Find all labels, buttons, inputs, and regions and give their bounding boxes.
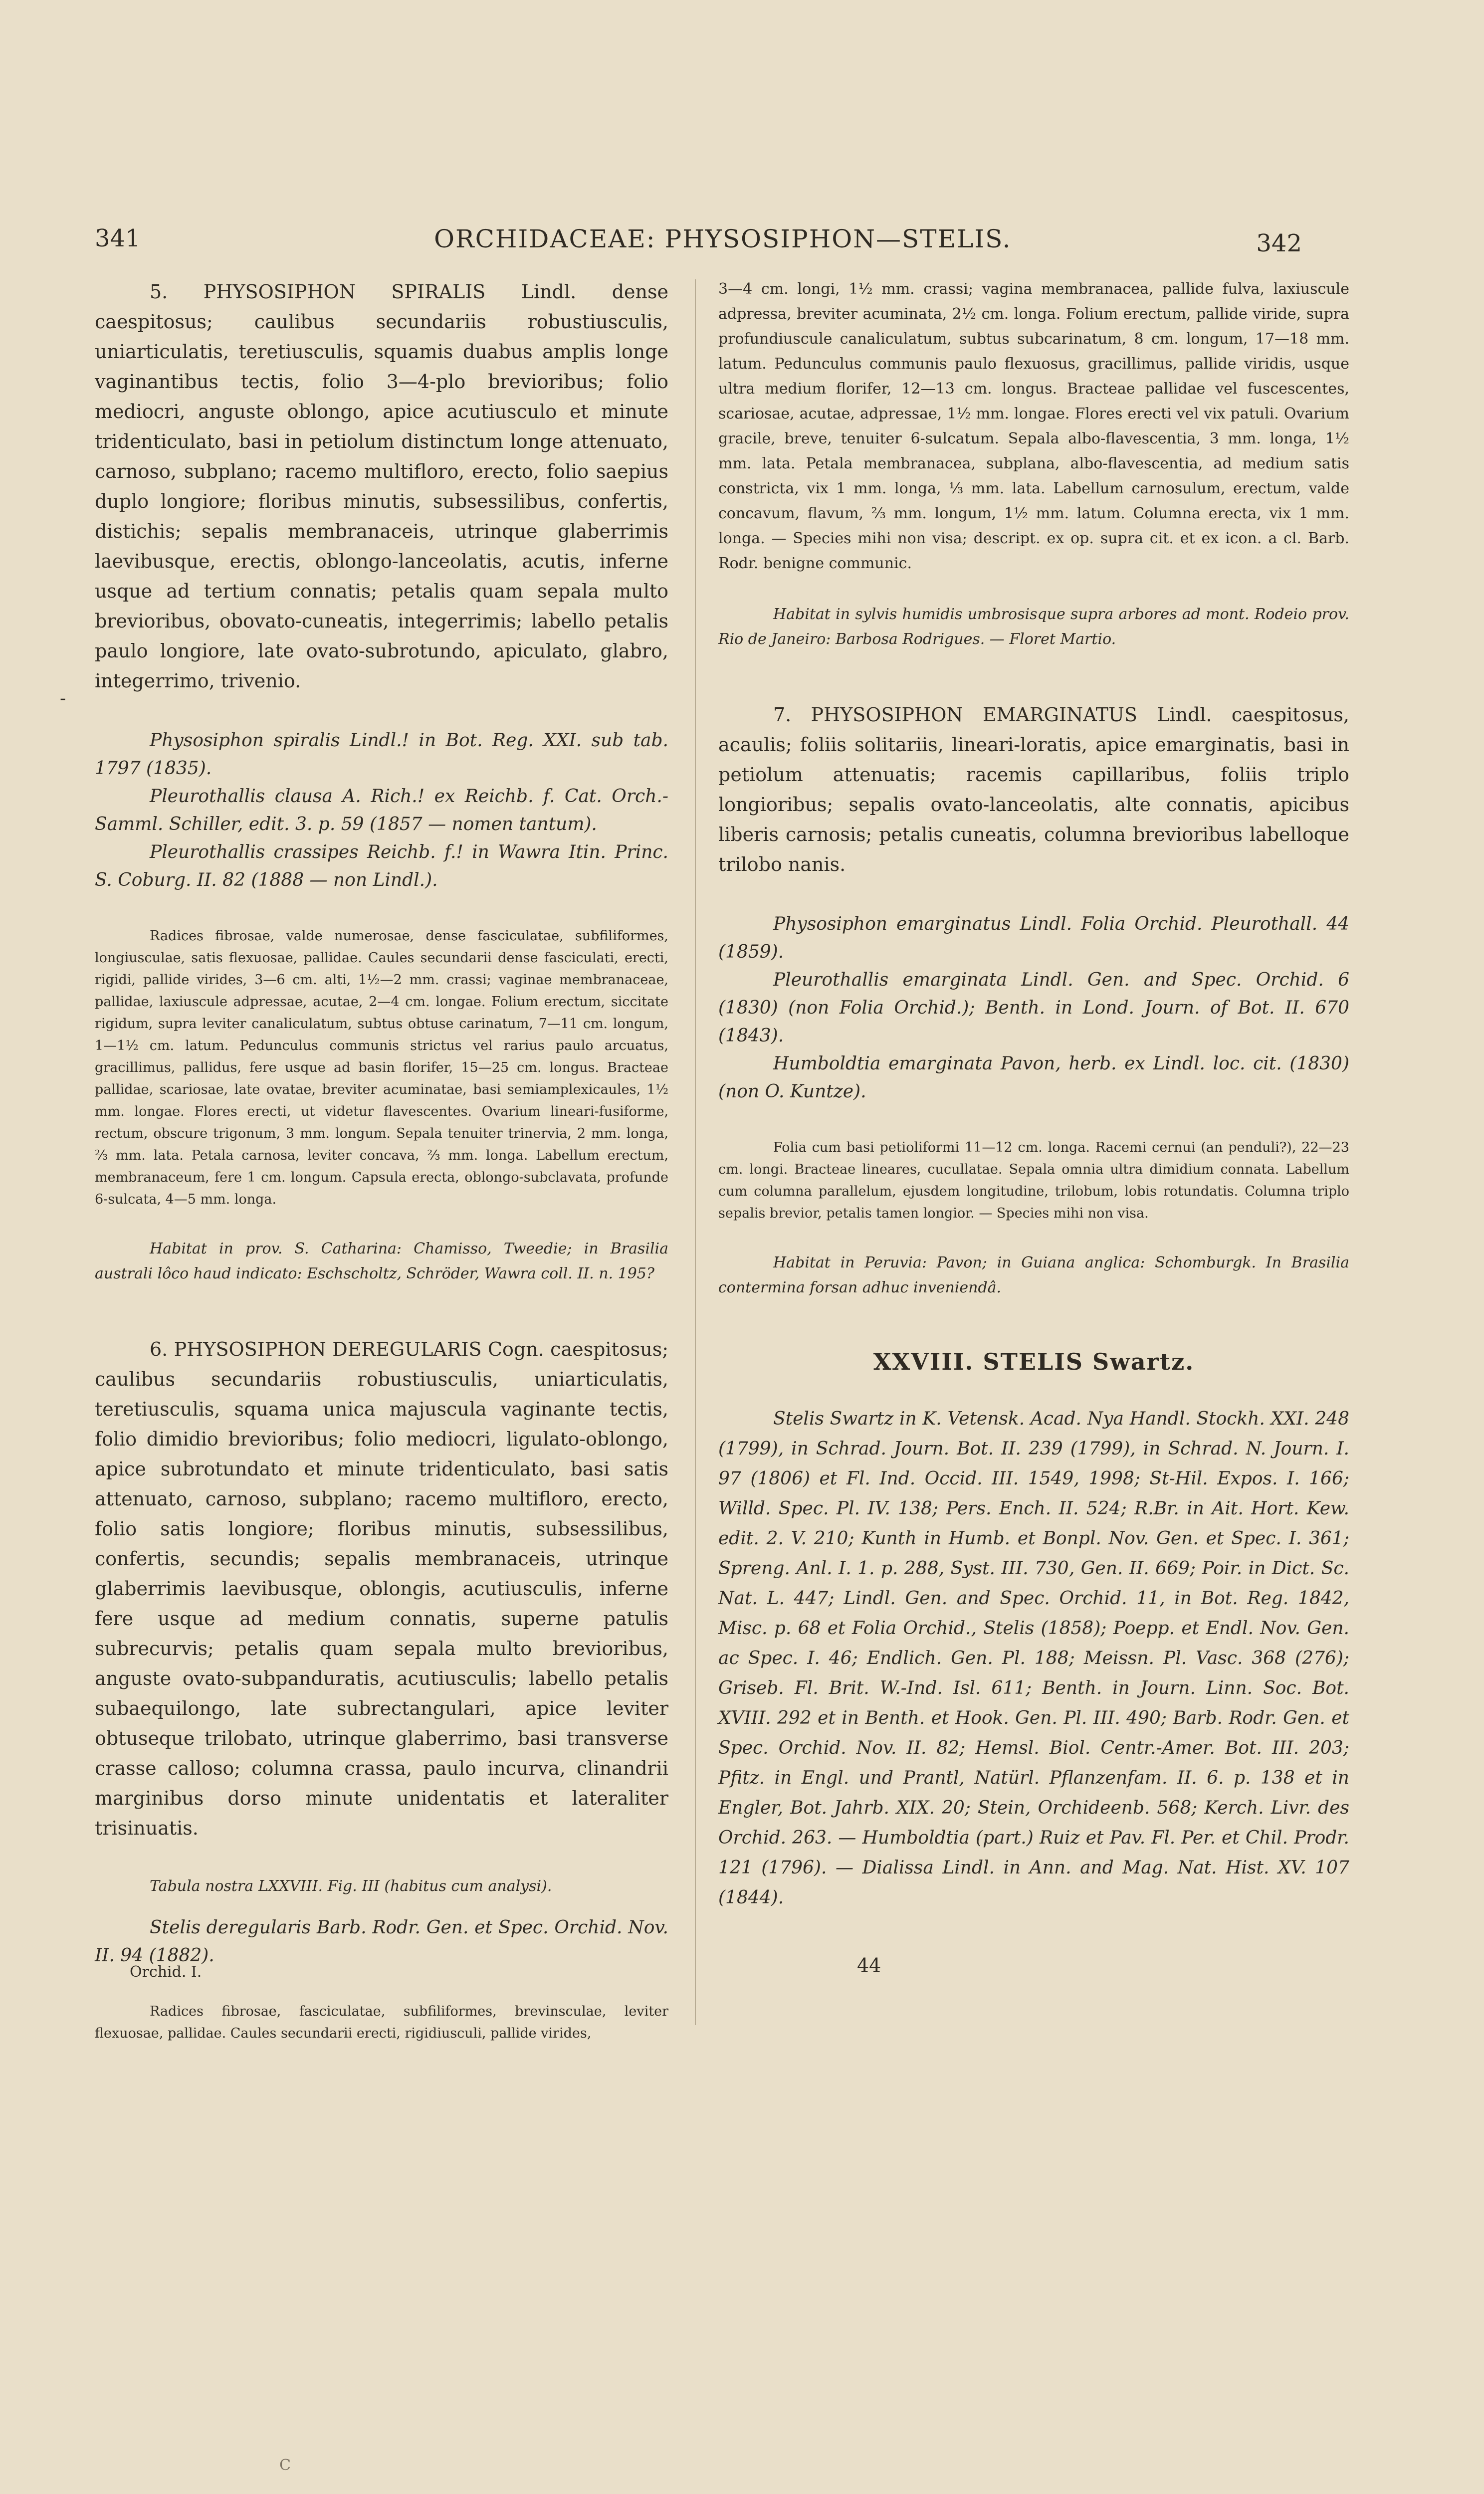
right-column (718, 277, 1349, 1913)
species-6-description: 6. PHYSOSIPHON DEREGULARIS Cogn. caespitosus; caulibus secundariis robustiusculis, uniarticulatis, teretiusculis, squama unica majuscula vaginante tectis, folio dimidio brevioribus; folio mediocri, ligulato-oblongo, apice subrotundato et minute tridenticulato, basi satis attenuato, carnoso, subplano; racemo multifloro, erecto, folio satis longiore; floribus minutis, subsessilibus, confertis, secundis; sepalis membranaceis, utrinque glaberrimis laevibusque, oblongis, acutiusculis, inferne fere usque ad medium connatis, superne patulis subrecurvis; petalis quam sepala multo brevioribus, anguste ovato-subpanduratis, acutiusculis; labello petalis subaequilongo, late subrectangulari, apice leviter obtuseque trilobato, utrinque glaberrimo, basi transverse crasse calloso; columna crassa, paulo incurva, clinandrii marginibus dorso minute unidentatis et lateraliter trisinuatis. (95, 1338, 668, 1839)
left-page-number: 341 (95, 224, 141, 252)
running-title: ORCHIDACEAE: PHYSOSIPHON—STELIS. (434, 224, 1012, 253)
species-5-habitat: Habitat in prov. S. Catharina: Chamisso, Tweedie; in Brasilia australi lôco haud indicato: Eschscholtz, Schröder, Wawra coll. II. n. 195? (95, 1240, 668, 1282)
synonym: Stelis deregularis Barb. Rodr. Gen. et Spec. Orchid. Nov. II. 94 (1882). (95, 1917, 668, 1966)
genus-heading: XXVIII. STELIS Swartz. (873, 1348, 1195, 1375)
margin-mark: - (60, 688, 66, 709)
synonym: Physosiphon emarginatus Lindl. Folia Orchid. Pleurothall. 44 (1859). (718, 914, 1349, 962)
synonym: Pleurothallis clausa A. Rich.! ex Reichb. f. Cat. Orch.-Samml. Schiller, edit. 3. p. 59 (1857 — nomen tantum). (95, 786, 668, 834)
stray-mark: C (279, 2457, 291, 2474)
left-column (95, 277, 668, 2071)
species-6-synonyms (95, 1874, 668, 1970)
species-7-details: Folia cum basi petioliformi 11—12 cm. longa. Racemi cernui (an penduli?), 22—23 cm. longi. Bracteae lineares, cucullatae. Sepala omnia ultra dimidium connata. Labellum cum columna parallelum, ejusdem longitudine, trilobum, lobis rotundatis. Columna triplo sepalis brevior, petalis tamen longior. — Species mihi non visa. (718, 1140, 1349, 1221)
species-6-details: Radices fibrosae, fasciculatae, subfiliformes, brevinsculae, leviter flexuosae, pallidae. Caules secundarii erecti, rigidiusculi, pallide virides, (95, 2004, 668, 2041)
gathering-number: 44 (857, 1954, 881, 1976)
plate-reference: Tabula nostra LXXVIII. Fig. III (habitus cum analysi). (150, 1877, 552, 1895)
signature-mark: Orchid. I. (130, 1963, 202, 1981)
species-6-details-continued: 3—4 cm. longi, 1½ mm. crassi; vagina membranacea, pallide fulva, laxiuscule adpressa, breviter acuminata, 2½ cm. longa. Folium erectum, pallide viride, supra profundiuscule canaliculatum, subtus subcarinatum, 8 cm. longum, 17—18 mm. latum. Pedunculus communis paulo flexuosus, gracillimus, pallide viridis, usque ultra medium florifer, 12—13 cm. longus. Bracteae pallidae vel fuscescentes, scariosae, acutae, adpressae, 1½ mm. longae. Flores erecti vel vix patuli. Ovarium gracile, breve, tenuiter 6-sulcatum. Sepala albo-flavescentia, 3 mm. longa, 1½ mm. lata. Petala membranacea, subplana, albo-flavescentia, ad medium satis constricta, vix 1 mm. longa, ⅓ mm. lata. Labellum carnosulum, erectum, valde concavum, flavum, ⅔ mm. longum, 1½ mm. latum. Columna erecta, vix 1 mm. longa. — Species mihi non visa; descript. ex op. supra cit. et ex icon. a cl. Barb. Rodr. benigne communic. (718, 280, 1349, 572)
species-6-habitat: Habitat in sylvis humidis umbrosisque supra arbores ad mont. Rodeio prov. Rio de Janeiro: Barbosa Rodrigues. — Floret Martio. (718, 606, 1349, 648)
species-7-description: 7. PHYSOSIPHON EMARGINATUS Lindl. caespitosus, acaulis; foliis solitariis, lineari-loratis, apice emarginatis, basi in petiolum attenuatis; racemis capillaribus, foliis triplo longioribus; sepalis ovato-lanceolatis, alte connatis, apicibus liberis carnosis; petalis cuneatis, columna brevioribus labelloque trilobo nanis. (718, 704, 1349, 875)
species-7-synonyms (718, 910, 1349, 1106)
running-header (95, 224, 1302, 264)
species-5-details: Radices fibrosae, valde numerosae, dense fasciculatae, subfiliformes, longiusculae, satis flexuosae, pallidae. Caules secundarii dense fasciculati, erecti, rigidi, pallide virides, 3—6 cm. alti, 1½—2 mm. crassi; vaginae membranaceae, pallidae, laxiuscule adpressae, acutae, 2—4 cm. longae. Folium erectum, siccitate rigidum, supra leviter canaliculatum, subtus obtuse carinatum, 7—11 cm. longum, 1—1½ cm. latum. Pedunculus communis strictus vel rarius paulo arcuatus, gracillimus, pallidus, fere usque ad basin florifer, 15—25 cm. longus. Bracteae pallidae, scariosae, late ovatae, breviter acuminatae, basi semiamplexicaules, 1½ mm. longae. Flores erecti, ut videtur flavescentes. Ovarium lineari-fusiforme, rectum, obscure trigonum, 3 mm. longum. Sepala tenuiter trinervia, 2 mm. longa, ⅔ mm. lata. Petala carnosa, leviter concava, ⅔ mm. longa. Labellum erectum, membranaceum, fere 1 cm. longum. Capsula erecta, oblongo-subclavata, profunde 6-sulcata, 4—5 mm. longa. (95, 928, 668, 1207)
synonym: Pleurothallis emarginata Lindl. Gen. and Spec. Orchid. 6 (1830) (non Folia Orchid.); Benth. in Lond. Journ. of Bot. II. 670 (1843). (718, 970, 1349, 1046)
synonym: Pleurothallis crassipes Reichb. f.! in Wawra Itin. Princ. S. Coburg. II. 82 (1888 — non Lindl.). (95, 842, 668, 890)
species-7-habitat: Habitat in Peruvia: Pavon; in Guiana anglica: Schomburgk. In Brasilia contermina forsan adhuc inveniendâ. (718, 1254, 1349, 1296)
synonym: Physosiphon spiralis Lindl.! in Bot. Reg. XXI. sub tab. 1797 (1835). (95, 730, 668, 779)
column-divider (695, 279, 696, 2025)
synonym: Humboldtia emarginata Pavon, herb. ex Lindl. loc. cit. (1830) (non O. Kuntze). (718, 1053, 1349, 1102)
species-5-synonyms (95, 727, 668, 894)
right-page-number: 342 (1256, 229, 1302, 257)
species-5-description: 5. PHYSOSIPHON SPIRALIS Lindl. dense caespitosus; caulibus secundariis robustiusculis, uniarticulatis, teretiusculis, squamis duabus amplis longe vaginantibus tectis, folio 3—4-plo brevioribus; folio mediocri, anguste oblongo, apice acutiusculo et minute tridenticulato, basi in petiolum distinctum longe attenuato, carnoso, subplano; racemo multifloro, erecto, folio saepius duplo longiore; floribus minutis, subsessilibus, confertis, distichis; sepalis membranaceis, utrinque glaberrimis laevibusque, erectis, oblongo-lanceolatis, acutis, inferne usque ad tertium connatis; petalis quam sepala multo brevioribus, obovato-cuneatis, integerrimis; labello petalis paulo longiore, late ovato-subrotundo, apiculato, glabro, integerrimo, trivenio. (95, 281, 668, 692)
genus-bibliography: Stelis Swartz in K. Vetensk. Acad. Nya Handl. Stockh. XXI. 248 (1799), in Schrad. Journ. Bot. II. 239 (1799), in Schrad. N. Journ. I. 97 (1806) et Fl. Ind. Occid. III. 1549, 1998; St-Hil. Expos. I. 166; Willd. Spec. Pl. IV. 138; Pers. Ench. II. 524; R.Br. in Ait. Hort. Kew. edit. 2. V. 210; Kunth in Humb. et Bonpl. Nov. Gen. et Spec. I. 361; Spreng. Anl. I. 1. p. 288, Syst. III. 730, Gen. II. 669; Poir. in Dict. Sc. Nat. L. 447; Lindl. Gen. and Spec. Orchid. 11, in Bot. Reg. 1842, Misc. p. 68 et Folia Orchid., Stelis (1858); Poepp. et Endl. Nov. Gen. ac Spec. I. 46; Endlich. Gen. Pl. 188; Meissn. Pl. Vasc. 368 (276); Griseb. Fl. Brit. W.-Ind. Isl. 611; Benth. in Journ. Linn. Soc. Bot. XVIII. 292 et in Benth. et Hook. Gen. Pl. III. 490; Barb. Rodr. Gen. et Spec. Orchid. Nov. II. 82; Hemsl. Biol. Centr.-Amer. Bot. III. 203; Pfitz. in Engl. und Prantl, Natürl. Pflanzenfam. II. 6. p. 138 et in Engler, Bot. Jahrb. XIX. 20; Stein, Orchideenb. 568; Kerch. Livr. des Orchid. 263. — Humboldtia (part.) Ruiz et Pav. Fl. Per. et Chil. Prodr. 121 (1796). — Dialissa Lindl. in Ann. and Mag. Nat. Hist. XV. 107 (1844). (718, 1409, 1349, 1908)
